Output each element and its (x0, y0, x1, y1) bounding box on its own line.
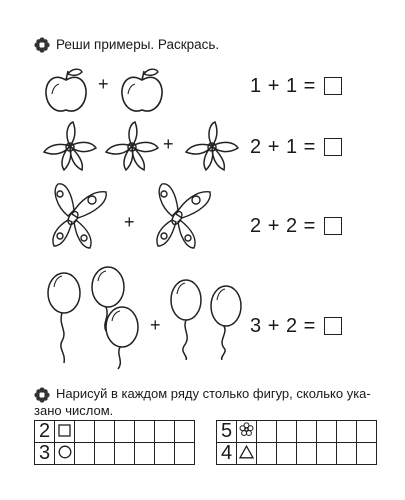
flower-icon (239, 422, 254, 437)
grid-row (35, 443, 195, 465)
balloon-icon (171, 280, 201, 320)
square-icon (58, 424, 71, 437)
grid-cell[interactable] (115, 421, 135, 443)
grid-cell[interactable] (337, 443, 357, 465)
equation-3 (250, 212, 370, 240)
eq4-a: 3 (250, 314, 262, 337)
balloon-icon (48, 273, 80, 313)
plus-sign: + (124, 212, 135, 232)
grid-number: 3 (35, 443, 55, 465)
plus-sign: + (98, 74, 109, 94)
instruction-2-line-1: Нарисуй в каждом ряду столько фигур, сколько ука- (56, 386, 371, 401)
grid-cell[interactable] (95, 443, 115, 465)
answer-box[interactable] (324, 317, 342, 335)
eq3-equals: = (303, 214, 316, 237)
instruction-title: Реши примеры. Раскрась. (56, 37, 220, 52)
grid-row (217, 421, 377, 443)
flower-bullet-icon (34, 37, 50, 53)
flower-bullet-icon (34, 387, 50, 403)
grid-number: 5 (217, 421, 237, 443)
equation-1 (250, 72, 370, 100)
grid-cell[interactable] (237, 443, 257, 465)
eq3-b: 2 (285, 214, 298, 237)
eq2-equals: = (303, 135, 316, 158)
butterfly-icon (142, 180, 222, 252)
eq3-a: 2 (250, 214, 262, 237)
eq4-equals: = (303, 314, 316, 337)
grid-cell[interactable] (317, 443, 337, 465)
answer-box[interactable] (324, 138, 342, 156)
grid-cell[interactable] (175, 421, 195, 443)
flower-icon (40, 120, 100, 174)
grid-cell[interactable] (237, 421, 257, 443)
eq2-a: 2 (250, 135, 262, 158)
answer-box[interactable] (324, 217, 342, 235)
balloon-icon (211, 286, 241, 326)
eq2-b: 1 (285, 135, 298, 158)
flower-icon (182, 120, 242, 174)
grid-cell[interactable] (357, 443, 377, 465)
eq2-op: + (267, 135, 280, 158)
eq4-b: 2 (285, 314, 298, 337)
circle-icon (58, 445, 72, 459)
grid-cell[interactable] (155, 443, 175, 465)
balloon-group-icon (166, 270, 248, 360)
grid-cell[interactable] (75, 443, 95, 465)
equation-4 (250, 312, 370, 340)
grid-cell[interactable] (155, 421, 175, 443)
grid-cell[interactable] (317, 421, 337, 443)
eq1-equals: = (303, 74, 316, 97)
balloon-group-icon (40, 265, 146, 370)
balloon-icon (106, 307, 138, 347)
eq1-a: 1 (250, 74, 262, 97)
grid-cell[interactable] (257, 443, 277, 465)
grid-cell[interactable] (337, 421, 357, 443)
balloon-icon (92, 267, 124, 307)
grid-cell[interactable] (357, 421, 377, 443)
flower-icon (102, 120, 162, 174)
eq1-op: + (267, 74, 280, 97)
grid-cell[interactable] (297, 443, 317, 465)
drawing-grid-left (34, 420, 195, 465)
grid-cell[interactable] (135, 421, 155, 443)
grid-cell[interactable] (95, 421, 115, 443)
grid-cell[interactable] (55, 421, 75, 443)
grid-cell[interactable] (135, 443, 155, 465)
grid-row (35, 421, 195, 443)
grid-cell[interactable] (75, 421, 95, 443)
apple-icon (118, 66, 166, 116)
grid-cell[interactable] (277, 443, 297, 465)
grid-cell[interactable] (115, 443, 135, 465)
eq4-op: + (267, 314, 280, 337)
grid-row (217, 443, 377, 465)
eq3-op: + (267, 214, 280, 237)
triangle-icon (239, 445, 254, 459)
instruction-2-line-2: зано числом. (34, 403, 114, 418)
apple-icon (42, 66, 90, 116)
answer-box[interactable] (324, 77, 342, 95)
drawing-grid-right (216, 420, 377, 465)
grid-cell[interactable] (297, 421, 317, 443)
grid-number: 4 (217, 443, 237, 465)
grid-cell[interactable] (175, 443, 195, 465)
grid-cell[interactable] (277, 421, 297, 443)
plus-sign: + (163, 134, 174, 154)
grid-cell[interactable] (257, 421, 277, 443)
equation-2 (250, 133, 370, 161)
grid-number: 2 (35, 421, 55, 443)
plus-sign: + (150, 315, 161, 335)
butterfly-icon (38, 180, 118, 252)
grid-cell[interactable] (55, 443, 75, 465)
eq1-b: 1 (285, 74, 298, 97)
